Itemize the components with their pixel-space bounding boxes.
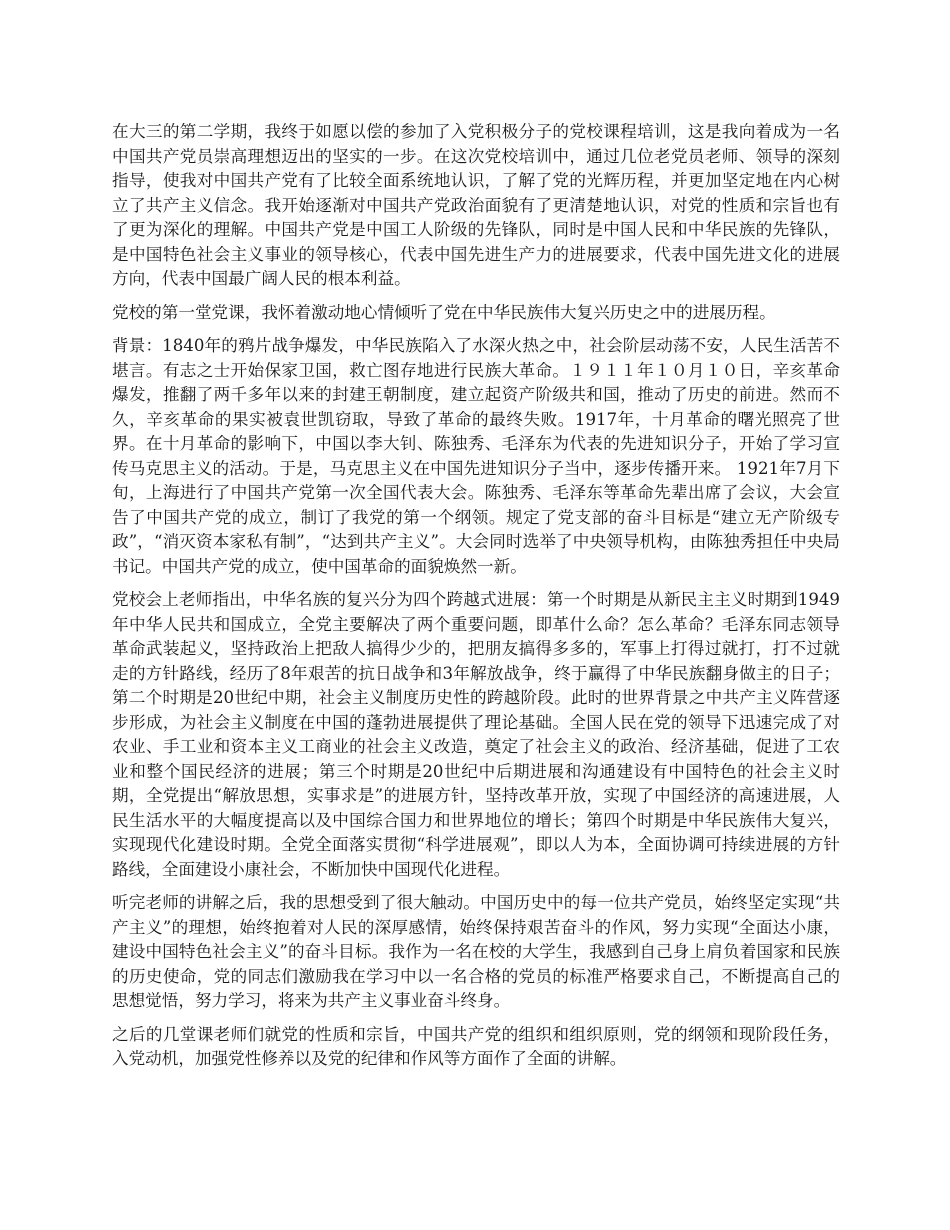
- paragraph-reflection: 听完老师的讲解之后，我的思想受到了很大触动。中国历史中的每一位共产党员，始终坚定实现“共产主义”的理想，始终抱着对人民的深厚感情，始终保持艰苦奋斗的作风，努力实现“全面达小康，建设中国特色社会主义”的奋斗目标。我作为一名在校的大学生，我感到自己身上肩负着国家和民族的历史使命，党的同志们激励我在学习中以一名合格的党员的标准严格要求自己，不断提高自己的思想觉悟，努力学习，将来为共产主义事业奋斗终身。: [112, 893, 840, 1010]
- paragraph-four-periods: 党校会上老师指出，中华名族的复兴分为四个跨越式进展：第一个时期是从新民主主义时期到1949年中华人民共和国成立，全党主要解决了两个重要问题，即革什么命？怎么革命？毛泽东同志领导革命武装起义，坚持政治上把敌人搞得少少的，把朋友搞得多多的，军事上打得过就打，打不过就走的方针路线，经历了8年艰苦的抗日战争和3年解放战争，终于赢得了中华民族翻身做主的日子；第二个时期是20世纪中期，社会主义制度历史性的跨越阶段。此时的世界背景之中共产主义阵营逐步形成，为社会主义制度在中国的蓬勃进展提供了理论基础。全国人民在党的领导下迅速完成了对农业、手工业和资本主义工商业的社会主义改造，奠定了社会主义的政治、经济基础，促进了工农业和整个国民经济的进展；第三个时期是20世纪中后期进展和沟通建设有中国特色的社会主义时期，全党提出“解放思想，实事求是”的进展方针，坚持改革开放，实现了中国经济的高速进展，人民生活水平的大幅度提高以及中国综合国力和世界地位的增长；第四个时期是中华民族伟大复兴，实现现代化建设时期。全党全面落实贯彻“科学进展观”，即以人为本，全面协调可持续进展的方针路线，全面建设小康社会，不断加快中国现代化进程。: [112, 590, 840, 879]
- paragraph-background: 背景：1840年的鸦片战争爆发，中华民族陷入了水深火热之中，社会阶层动荡不安，人民生活苦不堪言。有志之士开始保家卫国，救亡图存地进行民族大革命。１９１１年１０月１０日，辛亥革命爆发，推翻了两千多年以来的封建王朝制度，建立起资产阶级共和国，推动了历史的前进。然而不久，辛亥革命的果实被袁世凯窃取，导致了革命的最终失败。1917年，十月革命的曙光照亮了世界。在十月革命的影响下，中国以李大钊、陈独秀、毛泽东为代表的先进知识分子，开始了学习宣传马克思主义的活动。于是，马克思主义在中国先进知识分子当中，逐步传播开来。 1921年7月下旬，上海进行了中国共产党第一次全国代表大会。陈独秀、毛泽东等革命先辈出席了会议，大会宣告了中国共产党的成立，制订了我党的第一个纲领。规定了党支部的奋斗目标是“建立无产阶级专政”，“消灭资本家私有制”，“达到共产主义”。大会同时选举了中央领导机构，由陈独秀担任中央局书记。中国共产党的成立，使中国革命的面貌焕然一新。: [112, 336, 840, 576]
- document-body: [112, 120, 840, 1081]
- paragraph-first-lesson: 党校的第一堂党课，我怀着激动地心情倾听了党在中华民族伟大复兴历史之中的进展历程。: [112, 302, 776, 322]
- paragraph-later-lessons: 之后的几堂课老师们就党的性质和宗旨，中国共产党的组织和组织原则，党的纲领和现阶段任务，入党动机，加强党性修养以及党的纪律和作风等方面作了全面的讲解。: [112, 1024, 840, 1068]
- paragraph-intro: 在大三的第二学期，我终于如愿以偿的参加了入党积极分子的党校课程培训，这是我向着成为一名中国共产党员崇高理想迈出的坚实的一步。在这次党校培训中，通过几位老党员老师、领导的深刻指导，使我对中国共产党有了比较全面系统地认识，了解了党的光辉历程，并更加坚定地在内心树立了共产主义信念。我开始逐渐对中国共产党政治面貌有了更清楚地认识，对党的性质和宗旨也有了更为深化的理解。中国共产党是中国工人阶级的先锋队，同时是中国人民和中华民族的先锋队，是中国特色社会主义事业的领导核心，代表中国先进生产力的进展要求，代表中国先进文化的进展方向，代表中国最广阔人民的根本利益。: [112, 122, 840, 288]
